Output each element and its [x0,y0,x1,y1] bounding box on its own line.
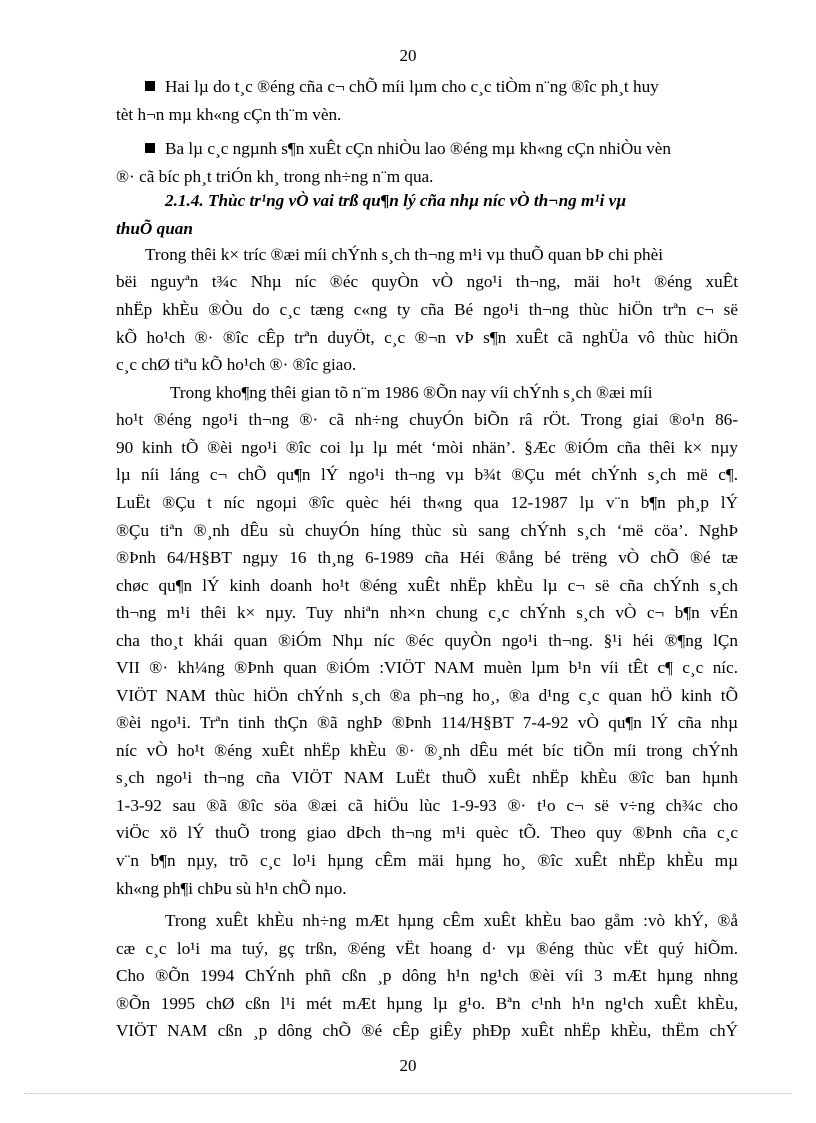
text-line: ®· cã bíc ph¸t triÓn kh¸ trong nh÷ng n¨m qua. [116,167,434,186]
text-line: nhËp khÈu ®Òu do c¸c tæng c«ng ty cña Bé ngo¹i th¬ng thùc hiÖn trªn c¬ së [116,300,738,319]
text-line: VIÖT NAM thùc hiÖn chÝnh s¸ch ®a ph¬ng ho¸, ®a d¹ng c¸c quan hÖ kinh tÕ [116,686,738,705]
text-line: c¸c chØ tiªu kÕ ho¹ch ®· ®îc giao. [116,355,357,374]
text-line: VIÖT NAM cßn ¸p dông chÕ ®é cÊp giÊy phÐp xuÊt nhËp khÈu, thËm chÝ [116,1021,738,1040]
text-line: ®Çu tiªn ®¸nh dÊu sù chuyÓn híng thùc sù sang chÝnh s¸ch ‘më cöa’. NghÞ [116,521,738,540]
text-line: tèt h¬n mµ kh«ng cÇn th¨m vèn. [116,105,342,124]
text-line: 90 kinh tÕ ®èi ngo¹i ®îc coi lµ lµ mét ‘mòi nhän’. §Æc ®iÓm cña thêi k× nµy [116,438,738,457]
text-line: cæ c¸c lo¹i ma tuý, gç trßn, ®éng vËt hoang d· vµ ®éng thùc vËt quý hiÕm. [116,939,738,958]
text-line: kÕ ho¹ch ®· ®îc cÊp trªn duyÖt, c¸c ®¬n vÞ s¶n xuÊt cã nghÜa vô thùc hiÖn [116,328,738,347]
text-line: ®èi ngo¹i. Trªn tinh thÇn ®ã nghÞ ®Þnh 114/H§BT 7-4-92 vÒ qu¶n lÝ cña nhµ [116,713,738,732]
text-line: chøc qu¶n lÝ kinh doanh ho¹t ®éng xuÊt nhËp khÈu lµ c¬ së cña chÝnh s¸ch [116,576,738,595]
text-line: v¨n b¶n nµy, trõ c¸c lo¹i hµng cÊm mäi hµng ho¸ ®îc xuÊt nhËp khÈu mµ [116,851,738,870]
square-bullet-icon [145,143,155,153]
text-line: ®Þnh 64/H§BT ngµy 16 th¸ng 6-1989 cña Héi ®ång bé trëng vÒ chÕ ®é tæ [116,548,738,567]
square-bullet-icon [145,81,155,91]
paragraph-first-line: Trong kho¶ng thêi gian tõ n¨m 1986 ®Õn nay víi chÝnh s¸ch ®æi míi [170,383,653,402]
page-bottom-divider [24,1093,792,1094]
text-line: kh«ng ph¶i chÞu sù h¹n chÕ nµo. [116,879,347,898]
bullet-paragraph-line: Hai lµ do t¸c ®éng cña c¬ chÕ míi lµm cho c¸c tiÒm n¨ng ®îc ph¸t huy [145,78,659,95]
text-line: níc vÒ ho¹t ®éng xuÊt nhËp khÈu ®· ®¸nh dÊu mét bíc tiÕn míi trong chÝnh [116,741,738,760]
page-number-bottom: 20 [399,1056,417,1075]
paragraph-first-line: Trong thêi k× tríc ®æi míi chÝnh s¸ch th¬ng m¹i vµ thuÕ quan bÞ chi phèi [145,245,664,264]
text-line: cha tho¸t khái quan ®iÓm Nhµ níc ®éc quyÒn ngo¹i th¬ng. §¹i héi ®¶ng lÇn [116,631,738,650]
text-line: Cho ®Õn 1994 ChÝnh phñ cßn ¸p dông h¹n ng¹ch ®èi víi 3 mÆt hµng nhng [116,966,738,985]
text-line: VII ®· kh¼ng ®Þnh quan ®iÓm :VIÖT NAM muèn lµm b¹n víi tÊt c¶ c¸c níc. [116,658,738,677]
bullet-paragraph-line: Ba lµ c¸c ngµnh s¶n xuÊt cÇn nhiÒu lao ®éng mµ kh«ng cÇn nhiÒu vèn [145,140,671,157]
section-heading-continued: thuÕ quan [116,219,193,238]
text-line: viÖc xö lÝ thuÕ trong giao dÞch th¬ng m¹i quèc tÕ. Theo quy ®Þnh cña c¸c [116,823,738,842]
paragraph-first-line: Trong xuÊt khÈu nh÷ng mÆt hµng cÊm xuÊt khÈu bao gåm :vò khÝ, ®å [165,911,738,930]
section-heading: 2.1.4. Thùc tr¹ng vÒ vai trß qu¶n lý cña nhµ níc vÒ th¬ng m¹i vµ [165,191,627,210]
text-line: ho¹t ®éng ngo¹i th¬ng ®· cã nh÷ng chuyÓn biÕn râ rÖt. Trong giai ®o¹n 86- [116,410,738,429]
text-line: th¬ng m¹i thêi k× nµy. Tuy nhiªn nh×n chung c¸c chÝnh s¸ch vÒ c¬ b¶n vÉn [116,603,738,622]
text-line: LuËt ®Çu t níc ngoµi ®îc quèc héi th«ng qua 12-1987 lµ v¨n b¶n ph¸p lÝ [116,493,738,512]
text-line: bëi nguyªn t¾c Nhµ níc ®éc quyÒn vÒ ngo¹i th¬ng, mäi ho¹t ®éng xuÊt [116,272,738,291]
page-number-top: 20 [399,46,417,65]
text-line: lµ níi láng c¬ chÕ qu¶n lÝ ngo¹i th¬ng vµ b¾t ®Çu mét chÝnh s¸ch më c¶. [116,465,738,484]
text-line: ®Õn 1995 chØ cßn l¹i mét mÆt hµng lµ g¹o. Bªn c¹nh h¹n ng¹ch xuÊt khÈu, [116,994,738,1013]
text-line: 1-3-92 sau ®ã ®îc söa ®æi cã hiÖu lùc 1-9-93 ®· t¹o c¬ së v÷ng ch¾c cho [116,796,738,815]
text-line: s¸ch ngo¹i th¬ng cña VIÖT NAM LuËt thuÕ xuÊt nhËp khÈu ®îc ban hµnh [116,768,738,787]
